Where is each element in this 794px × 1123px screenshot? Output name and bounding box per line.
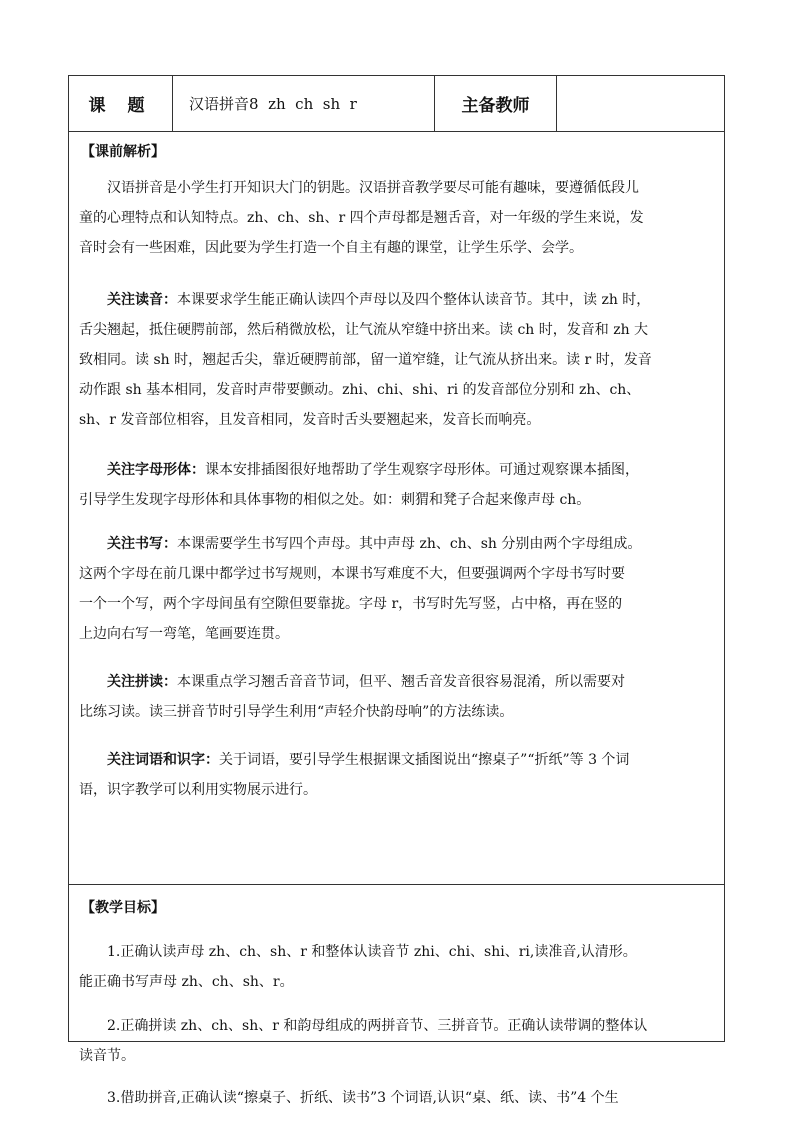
letter-shape-paragraph — [79, 455, 721, 515]
writing-label: 关注书写： — [79, 536, 177, 552]
text-line: 课本安排插图很好地帮助了学生观察字母形体。可通过观察课本插图， — [205, 462, 639, 478]
objective-item — [79, 1083, 721, 1113]
subject-value: 汉语拼音8 zh ch sh r — [173, 76, 435, 131]
words-paragraph — [79, 745, 721, 805]
objective-item — [79, 937, 721, 997]
text-line: 语，识字教学可以利用实物展示进行。 — [79, 782, 317, 798]
text-line: 汉语拼音是小学生打开知识大门的钥匙。汉语拼音教学要尽可能有趣味，要遵循低段儿 — [79, 180, 639, 196]
text-line: 本课要求学生能正确认读四个声母以及四个整体认读音节。其中，读 zh 时， — [177, 292, 651, 308]
pre-class-title: 【课前解析】 — [81, 144, 165, 160]
teacher-value[interactable] — [557, 76, 724, 131]
text-line: sh、r 发音部位相容，且发音相同，发音时舌头要翘起来，发音长而响亮。 — [79, 412, 541, 428]
spelling-label: 关注拼读： — [79, 674, 177, 690]
text-line: 能正确书写声母 zh、ch、sh、r。 — [79, 974, 294, 990]
text-line: 上边向右写一弯笔，笔画要连贯。 — [79, 626, 289, 642]
text-line: 动作跟 sh 基本相同，发音时声带要颤动。zhi、chi、shi、ri 的发音部位分别和 zh、ch、 — [79, 382, 641, 398]
text-line: 音时会有一些困难，因此要为学生打造一个自主有趣的课堂，让学生乐学、会学。 — [79, 240, 583, 256]
reading-paragraph — [79, 285, 721, 435]
text-line: 3.借助拼音,正确认读“擦桌子、折纸、读书”3 个词语,认识“桌、纸、读、书”4 个生 — [79, 1090, 619, 1106]
text-line: 本课需要学生书写四个声母。其中声母 zh、ch、sh 分别由两个字母组成。 — [177, 536, 642, 552]
text-line: 舌尖翘起，抵住硬腭前部，然后稍微放松，让气流从窄缝中挤出来。读 ch 时，发音和 zh 大 — [79, 322, 649, 338]
text-line: 比练习读。读三拼音节时引导学生利用“声轻介快韵母响”的方法练读。 — [79, 704, 514, 720]
letter-shape-label: 关注字母形体： — [79, 462, 205, 478]
reading-label: 关注读音： — [79, 292, 177, 308]
text-line: 童的心理特点和认知特点。zh、ch、sh、r 四个声母都是翘舌音，对一年级的学生来说，发 — [79, 210, 644, 226]
intro-paragraph — [79, 173, 721, 263]
subject-label: 课 题 — [69, 76, 173, 131]
writing-paragraph — [79, 529, 721, 649]
header-row — [69, 76, 724, 132]
text-line: 1.正确认读声母 zh、ch、sh、r 和整体认读音节 zhi、chi、shi、ri,读准音,认清形。 — [79, 944, 637, 960]
text-line: 本课重点学习翘舌音音节词，但平、翘舌音发音很容易混淆，所以需要对 — [177, 674, 625, 690]
pre-class-analysis-section — [69, 131, 724, 885]
words-label: 关注词语和识字： — [79, 752, 219, 768]
lesson-plan-table — [68, 75, 725, 1106]
text-line: 2.正确拼读 zh、ch、sh、r 和韵母组成的两拼音节、三拼音节。正确认读带调的整体认 — [79, 1018, 648, 1034]
text-line: 关于词语，要引导学生根据课文插图说出“擦桌子”“折纸”等 3 个词 — [219, 752, 630, 768]
text-line: 这两个字母在前几课中都学过书写规则，本课书写难度不大，但要强调两个字母书写时要 — [79, 566, 625, 582]
text-line: 引导学生发现字母形体和具体事物的相似之处。如：刺猬和凳子合起来像声母 ch。 — [79, 492, 591, 508]
text-line: 一个一个写，两个字母间虽有空隙但要靠拢。字母 r，书写时先写竖，占中格，再在竖的 — [79, 596, 623, 612]
objectives-title: 【教学目标】 — [81, 900, 165, 916]
objective-item — [79, 1011, 721, 1071]
text-line: 读音节。 — [79, 1048, 135, 1064]
spelling-paragraph — [79, 667, 721, 727]
teaching-objectives-section — [69, 885, 724, 1106]
teacher-label: 主备教师 — [435, 76, 557, 131]
text-line: 致相同。读 sh 时，翘起舌尖，靠近硬腭前部，留一道窄缝，让气流从挤出来。读 r 时，发音 — [79, 352, 652, 368]
